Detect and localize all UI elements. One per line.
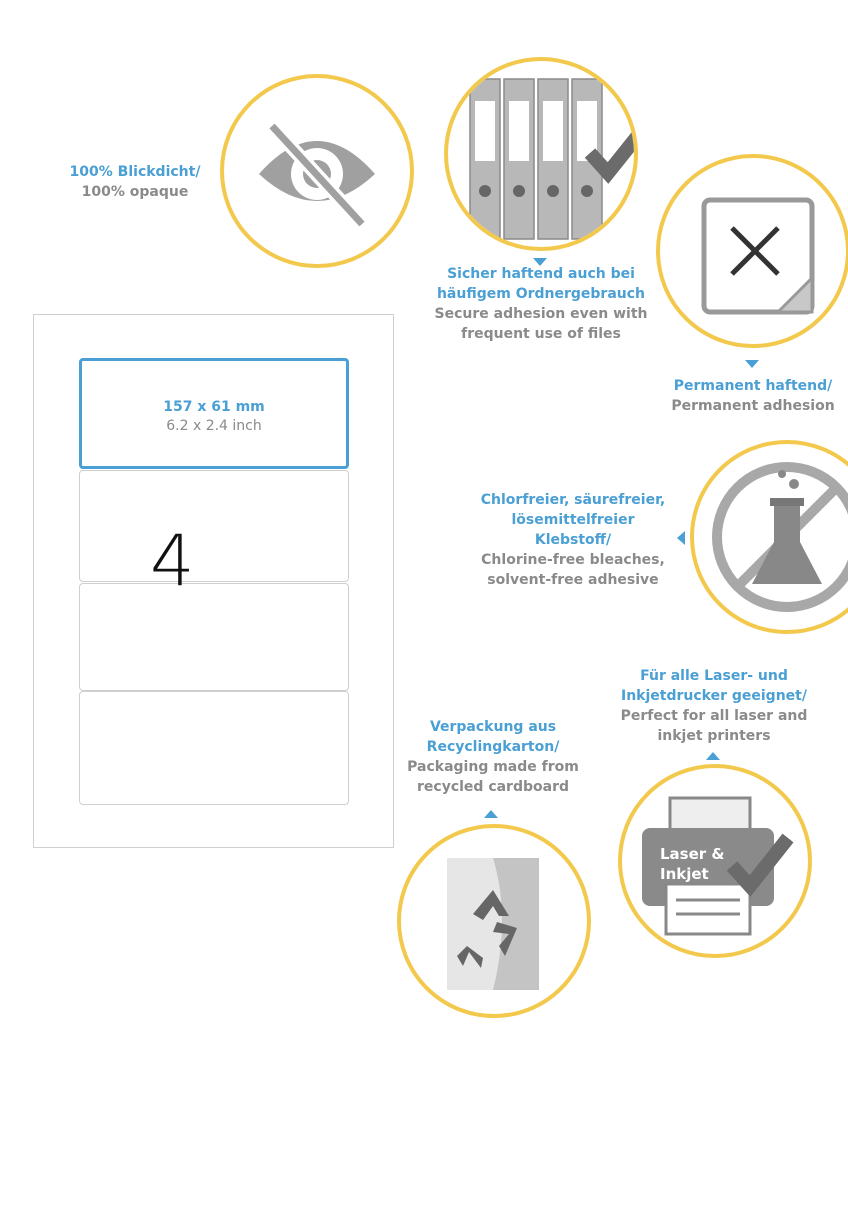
files-caption-en-1: Secure adhesion even with — [434, 306, 648, 322]
label-peel-crossed-icon — [660, 158, 846, 344]
files-caption-en-2: frequent use of files — [461, 326, 621, 342]
files-caption — [400, 264, 682, 344]
solvent-free-caption-en-2: solvent-free adhesive — [487, 572, 659, 588]
printer-icon-text — [660, 844, 724, 884]
label-size-mm: 157 x 61 mm — [163, 399, 265, 415]
recycling-caption-de-1: Verpackung aus — [429, 719, 557, 735]
permanent-caption-en: Permanent adhesion — [671, 398, 835, 414]
label-4 — [79, 691, 349, 805]
solvent-free-caption-de-2: lösemittelfreier — [511, 512, 635, 528]
eye-crossed-icon — [224, 78, 410, 264]
printers-caption-de-1: Für alle Laser- und — [640, 668, 788, 684]
files-caption-de-2: häufigem Ordnergebrauch — [436, 286, 646, 302]
printers-caption — [600, 666, 828, 746]
permanent-caption — [660, 376, 846, 416]
opaque-caption-en: 100% opaque — [81, 184, 189, 200]
recycling-caption-en-1: Packaging made from — [407, 759, 579, 775]
solvent-free-feature-circle — [690, 440, 848, 634]
solvent-free-pointer — [677, 531, 685, 545]
permanent-pointer — [745, 360, 759, 368]
printers-caption-en-2: inkjet printers — [657, 728, 771, 744]
printers-caption-de-2: Inkjetdrucker geeignet/ — [621, 688, 807, 704]
solvent-free-caption-en-1: Chlorine-free bleaches, — [481, 552, 665, 568]
recycling-caption-en-2: recycled cardboard — [417, 779, 569, 795]
permanent-caption-de: Permanent haftend/ — [673, 378, 833, 394]
solvent-free-caption-de-1: Chlorfreier, säurefreier, — [480, 492, 666, 508]
permanent-feature-circle — [656, 154, 848, 348]
recycling-caption — [395, 717, 591, 797]
printer-icon-text-2: Inkjet — [660, 865, 709, 883]
recycling-caption-de-2: Recyclingkarton/ — [426, 739, 560, 755]
printers-caption-en-1: Perfect for all laser and — [620, 708, 808, 724]
label-1 — [79, 358, 349, 469]
label-2 — [79, 470, 349, 582]
label-size-inch: 6.2 x 2.4 inch — [166, 418, 262, 434]
files-feature-circle — [444, 57, 638, 251]
solvent-free-caption-de-3: Klebstoff/ — [534, 532, 612, 548]
binders-check-icon — [448, 61, 634, 247]
opaque-caption — [55, 162, 215, 202]
opaque-feature-circle — [220, 74, 414, 268]
recycle-box-icon — [401, 828, 587, 1014]
printers-feature-circle — [618, 764, 812, 958]
labels-per-sheet: 4 — [150, 520, 195, 602]
files-caption-de-1: Sicher haftend auch bei — [447, 266, 635, 282]
solvent-free-caption — [470, 490, 676, 590]
recycling-pointer — [484, 810, 498, 818]
printer-icon-text-1: Laser & — [660, 845, 725, 863]
flask-crossed-icon — [694, 444, 848, 630]
printers-pointer — [706, 752, 720, 760]
recycling-feature-circle — [397, 824, 591, 1018]
label-3 — [79, 583, 349, 691]
label-sheet — [33, 314, 394, 848]
opaque-caption-de: 100% Blickdicht/ — [69, 164, 201, 180]
